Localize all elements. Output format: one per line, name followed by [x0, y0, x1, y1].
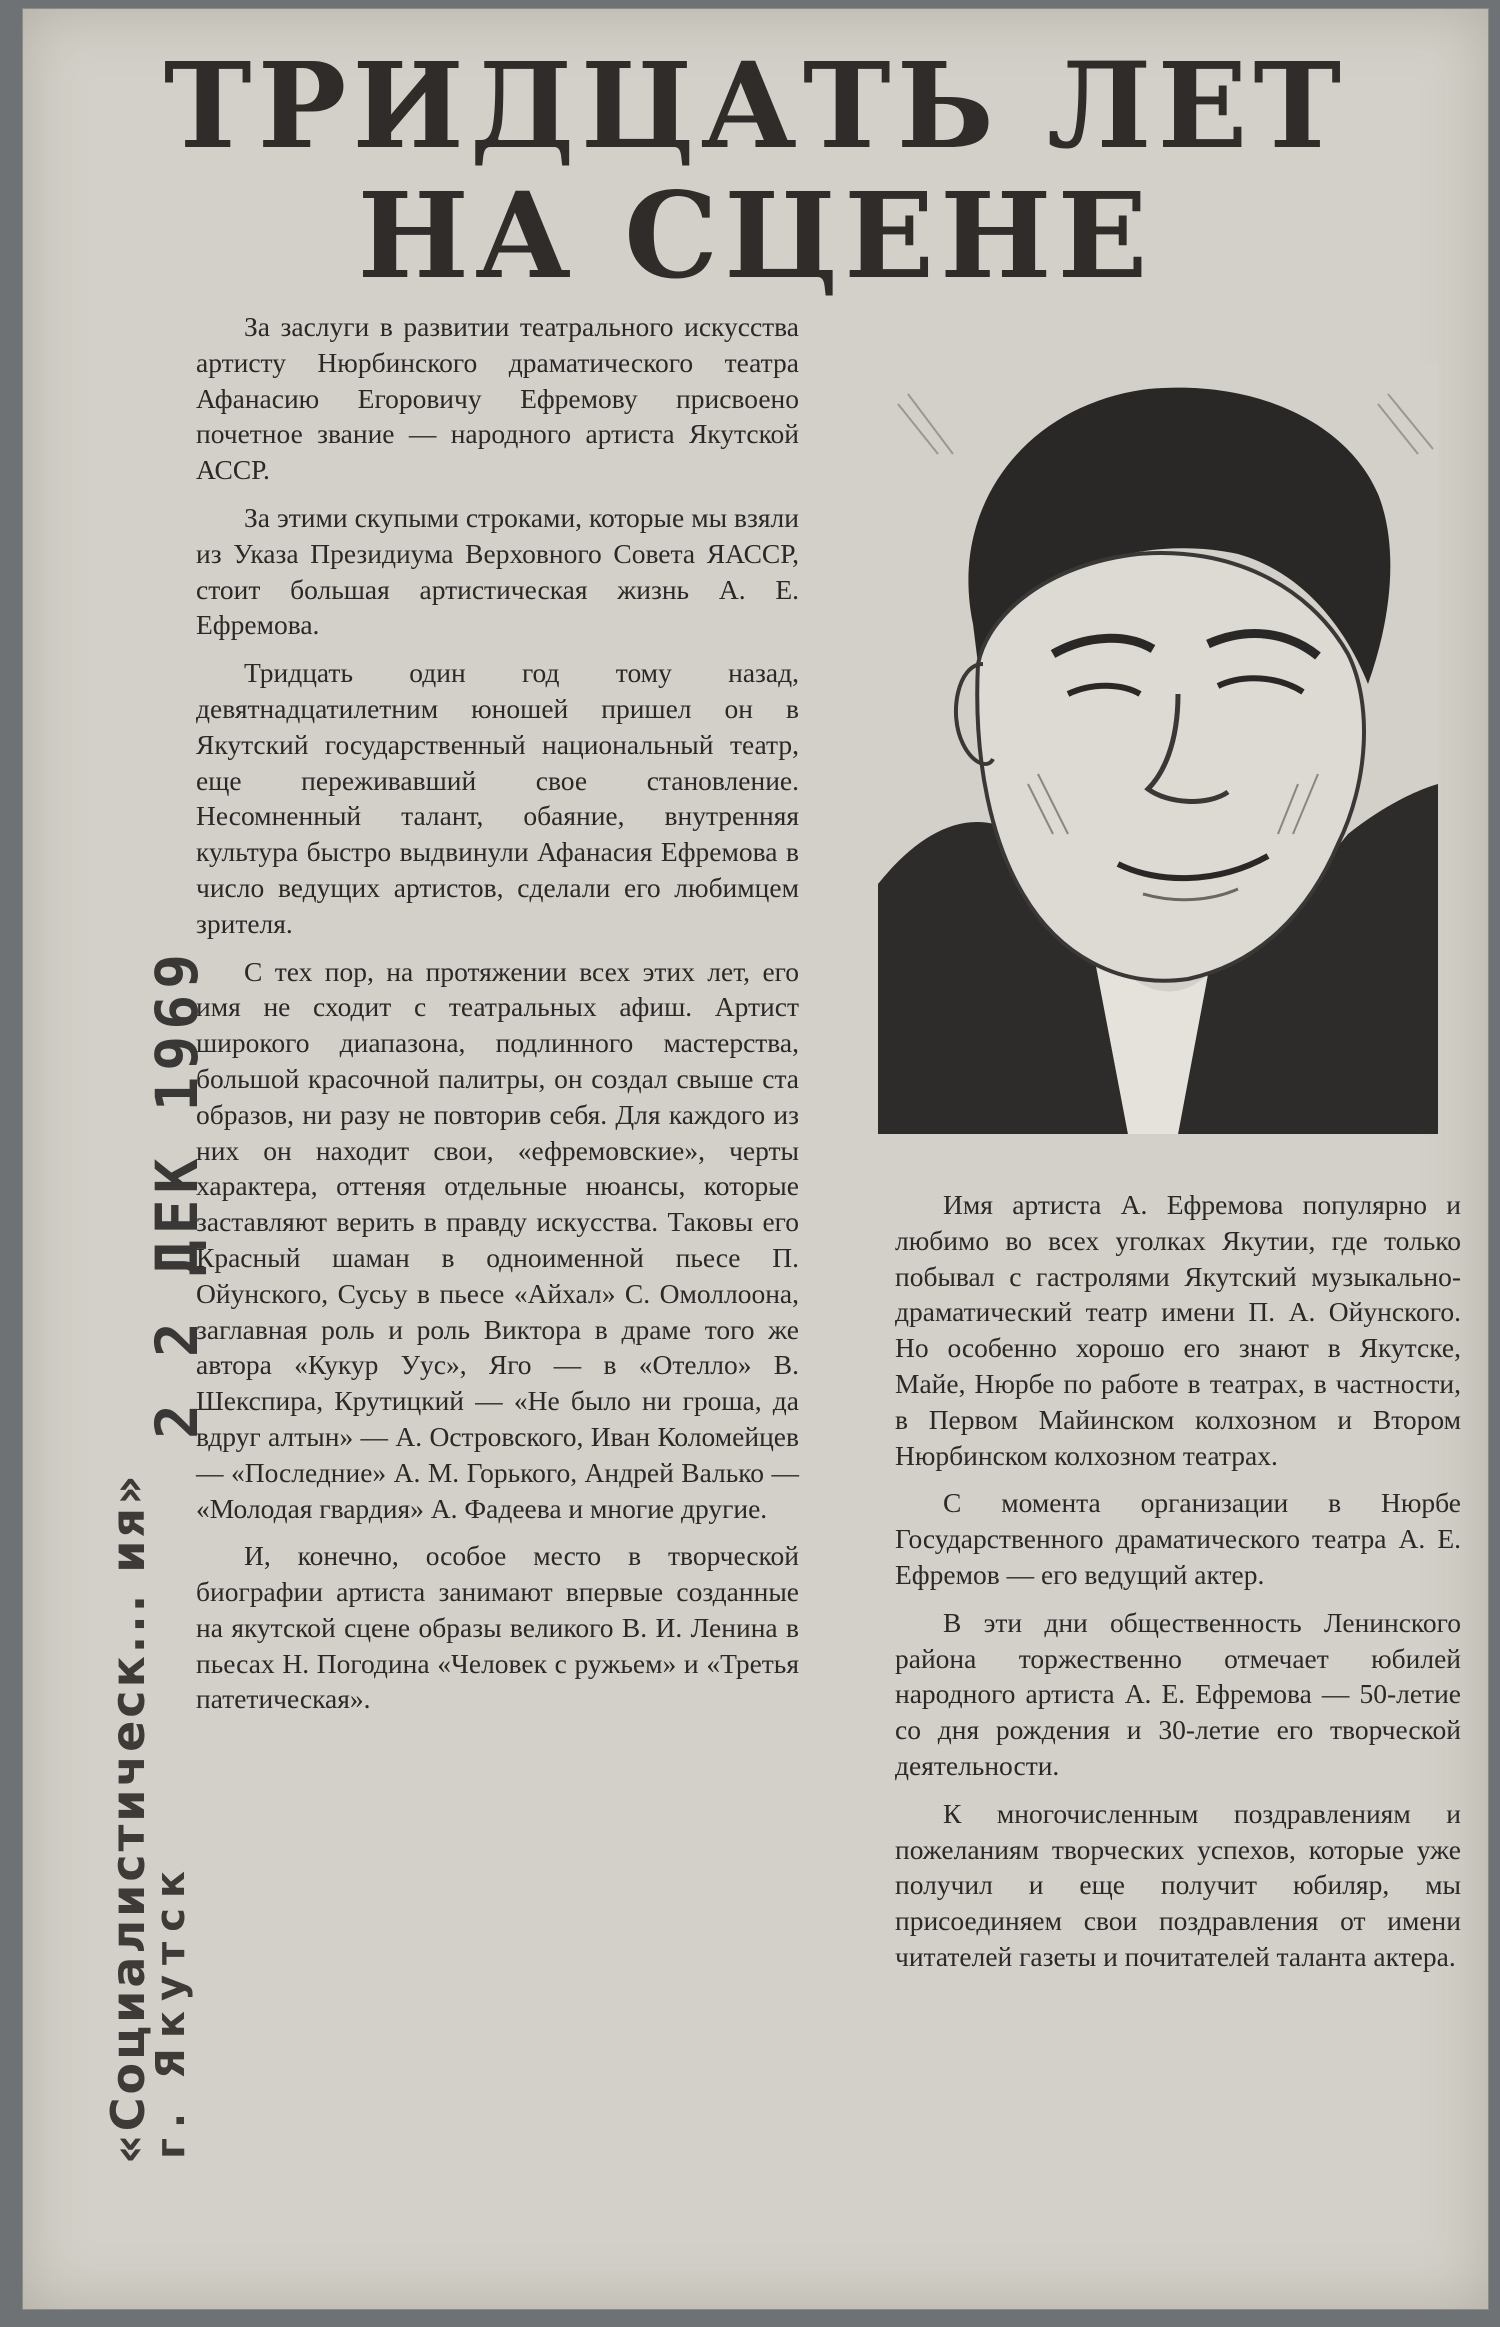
headline-line-1: ТРИДЦАТЬ ЛЕТ — [163, 36, 1348, 175]
left-column — [196, 309, 799, 1717]
city-stamp: г. Якутск — [148, 1860, 194, 2159]
headline-line-2: НА СЦЕНЕ — [357, 166, 1154, 305]
paragraph: И, конечно, особое место в творческой биографии артиста занимают впервые созданные на якутской сцене образы великого В. И. Ленина в пьесах Н. Погодина «Человек с ружьем» и «Третья патетическая». — [196, 1540, 799, 1715]
right-column — [895, 1187, 1461, 1975]
paragraph: За заслуги в развитии театрального искусства артисту Нюрбинского драматического театра Афанасию Егоровичу Ефремову присвоено почетное звание — народного артиста Якутской АССР. — [196, 311, 799, 486]
paragraph: С момента организации в Нюрбе Государственного драматического театра А. Е. Ефремов — его ведущий актер. — [895, 1487, 1461, 1590]
paragraph: Имя артиста А. Ефремова популярно и любимо во всех уголках Якутии, где только побывал с гастролями Якутский музыкально-драматический театр имени П. А. Ойунского. Но особенно хорошо его знают в Якутске, Майе, Нюрбе по работе в театрах, в частности, в Первом Майинском колхозном и Втором Нюрбинском колхозном театрах. — [895, 1189, 1461, 1471]
newspaper-stamp: «Социалистическ... ия» — [101, 1472, 155, 2164]
newspaper-clipping — [22, 8, 1489, 2310]
portrait-sketch-icon — [878, 364, 1438, 1134]
paragraph: С тех пор, на протяжении всех этих лет, его имя не сходит с театральных афиш. Артист широкого диапазона, подлинного мастерства, большой красочной палитры, он создал свыше ста образов, ни разу не повторив себя. Для каждого из них он находит свои, «ефремовские», черты характера, оттеняя отдельные нюансы, которые заставляют верить в правду искусства. Таковы его Красный шаман в одноименной пьесе П. Ойунского, Сусьу в пьесе «Айхал» С. Омоллоона, заглавная роль и роль Виктора в драме того же автора «Кукур Уус», Яго — в «Отелло» В. Шекспира, Крутицкий — «Не было ни гроша, да вдруг алтын» — А. Островского, Иван Коломейцев — «Последние» А. М. Горького, Андрей Валько — «Молодая гвардия» А. Фадеева и многие другие. — [196, 955, 799, 1524]
paragraph: К многочисленным поздравлениям и пожеланиям творческих успехов, которые уже получил и еще получит юбиляр, мы присоединяем свои поздравления от имени читателей газеты и почитателей таланта актера. — [895, 1797, 1461, 1972]
date-stamp: 2 2 ДЕК 1969 — [143, 947, 211, 1439]
paragraph: Тридцать один год тому назад, девятнадцатилетним юношей пришел он в Якутский государственный национальный театр, еще переживавший свое становление. Несомненный талант, обаяние, внутренняя культура быстро выдвинули Афанасия Ефремова в число ведущих артистов, сделали его любимцем зрителя. — [196, 657, 799, 939]
paragraph: В эти дни общественность Ленинского района торжественно отмечает юбилей народного артиста А. Е. Ефремова — 50-летие со дня рождения и 30-летие его творческой деятельности. — [895, 1606, 1461, 1781]
paragraph: За этими скупыми строками, которые мы взяли из Указа Президиума Верховного Совета ЯАССР, стоит большая артистическая жизнь А. Е. Ефремова. — [196, 501, 799, 641]
